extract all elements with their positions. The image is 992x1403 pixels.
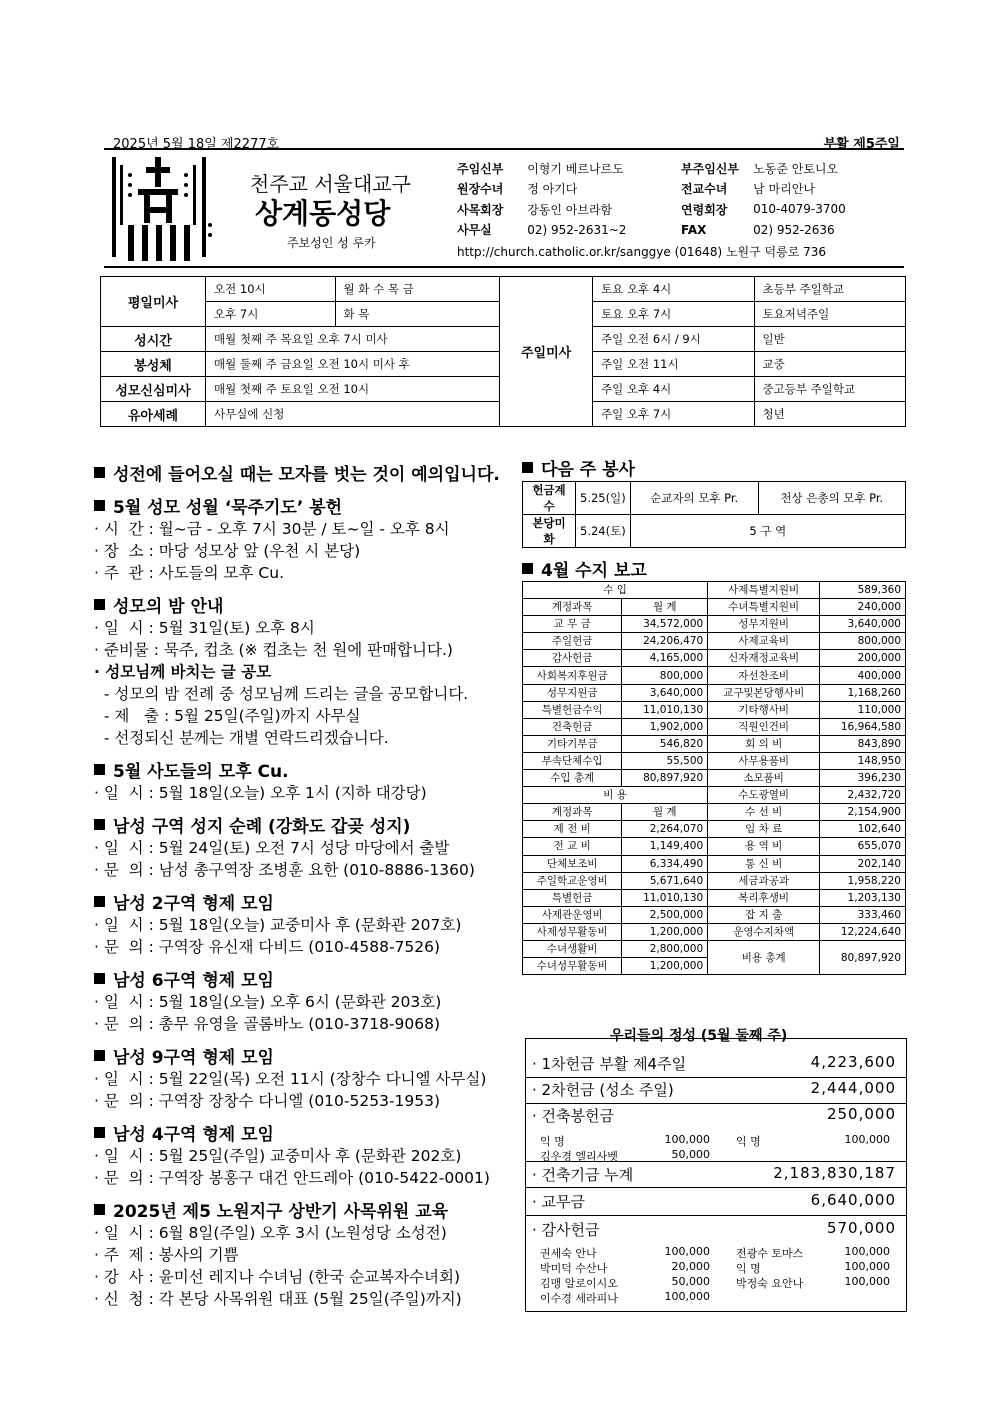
finance-cell: 통 신 비 xyxy=(708,855,820,872)
notice-line: · 문 의 : 남성 총구역장 조병훈 요한 (010-8886-1360) xyxy=(94,861,475,879)
finance-cell: 수 선 비 xyxy=(708,804,820,821)
notice-line: · 일 시 : 5월 18일(오늘) 교중미사 후 (문화관 207호) xyxy=(94,916,462,934)
offering-value: 2,183,830,187 xyxy=(773,1164,896,1182)
service-title xyxy=(522,455,635,480)
finance-cell: 1,149,400 xyxy=(622,838,708,855)
finance-cell: 교구및본당행사비 xyxy=(708,684,820,701)
mass-row-label: 봉성체 xyxy=(101,352,206,377)
notice-line: · 문 의 : 구역장 봉홍구 대건 안드레아 (010-5422-0001) xyxy=(94,1169,490,1187)
parish-url-address: http://church.catholic.or.kr/sanggye (01648) 노원구 덕릉로 736 xyxy=(457,245,827,259)
finance-cell: 계정과목 xyxy=(523,804,622,821)
finance-row xyxy=(523,718,906,735)
notice-title-text: 5월 성모 성월 ‘묵주기도’ 봉헌 xyxy=(113,498,343,518)
square-bullet-icon xyxy=(94,1050,105,1061)
notice-title-text: 2025년 제5 노원지구 상반기 사목위원 교육 xyxy=(113,1202,449,1222)
offering-item xyxy=(532,1164,896,1185)
finance-cell: 589,360 xyxy=(820,582,906,599)
finance-cell: 직원인건비 xyxy=(708,718,820,735)
offering-label: · 건축봉헌금 xyxy=(532,1107,614,1125)
sunday-time: 주일 오후 7시 xyxy=(593,402,754,427)
info-k2: 연령회장 xyxy=(681,202,728,217)
mass-row-text: 매월 첫째 주 목요일 오후 7시 미사 xyxy=(206,327,500,352)
finance-cell: 400,000 xyxy=(820,667,906,684)
finance-cell: 80,897,920 xyxy=(820,940,906,974)
donor-cell: 전광수 토마스 xyxy=(736,1247,804,1260)
finance-cell: 1,168,260 xyxy=(820,684,906,701)
donor-cell: 김맹 알로이시오 xyxy=(540,1277,618,1290)
notice-line: - 선정되신 분께는 개별 연락드리겠습니다. xyxy=(94,729,389,747)
finance-cell: 240,000 xyxy=(820,599,906,616)
parish-name: 상계동성당 xyxy=(255,197,391,230)
donor-cell: 100,000 xyxy=(664,1133,710,1146)
notice-title-text: 남성 구역 성지 순례 (강화도 갑곶 성지) xyxy=(113,817,411,837)
finance-cell: 333,460 xyxy=(820,906,906,923)
finance-row xyxy=(523,804,906,821)
service-team: 순교자의 모후 Pr. xyxy=(630,482,758,515)
finance-cell: 11,010,130 xyxy=(622,701,708,718)
finance-cell: 부속단체수입 xyxy=(523,752,622,769)
finance-row xyxy=(523,633,906,650)
finance-row xyxy=(523,752,906,769)
finance-cell: 성무지원금 xyxy=(523,684,622,701)
info-v1: 강동인 아브라함 xyxy=(527,202,613,217)
square-bullet-icon xyxy=(94,467,105,478)
mass-schedule-table xyxy=(100,276,906,427)
finance-cell: 55,500 xyxy=(622,752,708,769)
finance-row xyxy=(523,787,906,804)
square-bullet-icon xyxy=(94,599,105,610)
info-k1: 원장수녀 xyxy=(457,182,504,197)
finance-cell: 복리후생비 xyxy=(708,889,820,906)
mass-row-text: 매월 둘째 주 금요일 오전 10시 미사 후 xyxy=(206,352,500,377)
finance-cell: 2,500,000 xyxy=(622,906,708,923)
finance-cell: 546,820 xyxy=(622,735,708,752)
finance-row xyxy=(523,770,906,787)
finance-row xyxy=(523,906,906,923)
offering-item xyxy=(532,1079,896,1100)
header-bottom-rule xyxy=(104,266,904,268)
offering-value: 2,444,000 xyxy=(810,1079,896,1097)
service-label: 본당미화 xyxy=(523,515,576,548)
notice-title-text: 남성 6구역 형제 모임 xyxy=(113,971,274,991)
square-bullet-icon xyxy=(522,462,533,473)
mass-row-label: 유아세례 xyxy=(101,402,206,427)
notice-title xyxy=(88,460,508,485)
patron-saint: 주보성인 성 루카 xyxy=(287,236,376,250)
finance-cell: 교 무 금 xyxy=(523,616,622,633)
notice-title xyxy=(88,1043,508,1068)
sunday-time: 주일 오전 6시 / 9시 xyxy=(593,327,754,352)
sunday-group: 청년 xyxy=(754,402,905,427)
finance-cell: 월 계 xyxy=(622,599,708,616)
finance-cell: 비용 총계 xyxy=(708,940,820,974)
donor-cell: 박미덕 수산나 xyxy=(540,1262,608,1275)
finance-cell: 12,224,640 xyxy=(820,923,906,940)
offering-item xyxy=(532,1105,896,1126)
finance-cell: 2,264,070 xyxy=(622,821,708,838)
info-v2: 010-4079-3700 xyxy=(753,202,846,217)
finance-cell: 감사헌금 xyxy=(523,650,622,667)
finance-cell: 운영수지차액 xyxy=(708,923,820,940)
donor-cell: 익 명 xyxy=(736,1135,761,1148)
finance-cell: 2,800,000 xyxy=(622,940,708,957)
notice-title xyxy=(88,1197,508,1222)
offering-value: 250,000 xyxy=(826,1105,896,1123)
finance-cell: 800,000 xyxy=(820,633,906,650)
service-table xyxy=(522,481,906,548)
mass-row-text: 사무실에 신청 xyxy=(206,402,500,427)
sunday-mass-label: 주일미사 xyxy=(500,277,593,427)
square-bullet-icon xyxy=(94,819,105,830)
donor-row xyxy=(540,1148,896,1162)
finance-cell: 6,334,490 xyxy=(622,855,708,872)
finance-cell: 3,640,000 xyxy=(622,684,708,701)
finance-title xyxy=(522,556,647,581)
finance-cell: 임 차 료 xyxy=(708,821,820,838)
notice-line: · 일 시 : 5월 18일(오늘) 오후 6시 (문화관 203호) xyxy=(94,993,442,1011)
notice-line: · 문 의 : 구역장 유신재 다비드 (010-4588-7526) xyxy=(94,938,441,956)
donor-cell: 박정숙 요안나 xyxy=(736,1277,804,1290)
sunday-group: 중고등부 주일학교 xyxy=(754,377,905,402)
finance-cell: 기타기부금 xyxy=(523,735,622,752)
offering-label: · 감사헌금 xyxy=(532,1221,600,1239)
finance-cell: 주일학교운영비 xyxy=(523,872,622,889)
finance-cell: 회 의 비 xyxy=(708,735,820,752)
finance-cell: 소모품비 xyxy=(708,770,820,787)
square-bullet-icon xyxy=(94,1127,105,1138)
donor-cell: 100,000 xyxy=(844,1275,890,1288)
finance-cell: 800,000 xyxy=(622,667,708,684)
info-v2: 노동준 안토니오 xyxy=(753,161,839,176)
notice-title xyxy=(88,812,508,837)
finance-cell: 110,000 xyxy=(820,701,906,718)
notice-line: - 성모의 밤 전례 중 성모님께 드리는 글을 공모합니다. xyxy=(94,685,469,703)
offering-item xyxy=(532,1053,896,1074)
finance-cell: 계정과목 xyxy=(523,599,622,616)
finance-cell: 3,640,000 xyxy=(820,616,906,633)
donor-cell: 권세숙 안나 xyxy=(540,1247,597,1260)
finance-cell: 건축헌금 xyxy=(523,718,622,735)
info-v1: 이형기 베르나르도 xyxy=(527,161,624,176)
notice-title-text: 남성 2구역 형제 모임 xyxy=(113,894,274,914)
donor-row xyxy=(540,1290,896,1304)
finance-cell: 396,230 xyxy=(820,770,906,787)
finance-row xyxy=(523,701,906,718)
notice-line: · 일 시 : 5월 24일(토) 오전 7시 성당 마당에서 출발 xyxy=(94,839,450,857)
diocese-name: 천주교 서울대교구 xyxy=(250,172,411,196)
donor-cell: 20,000 xyxy=(671,1260,710,1273)
square-bullet-icon xyxy=(94,764,105,775)
donor-cell: 김우경 엘리사벳 xyxy=(540,1150,618,1163)
finance-row xyxy=(523,872,906,889)
finance-cell: 1,902,000 xyxy=(622,718,708,735)
info-k1: 주임신부 xyxy=(457,161,504,176)
finance-row xyxy=(523,667,906,684)
finance-cell: 5,671,640 xyxy=(622,872,708,889)
donor-cell: 익 명 xyxy=(736,1262,761,1275)
header-rule xyxy=(104,148,904,150)
finance-cell: 사회복지후원금 xyxy=(523,667,622,684)
notice-line: · 준비물 : 묵주, 컵초 (※ 컵초는 천 원에 판매합니다.) xyxy=(94,641,453,659)
sunday-time: 주일 오전 11시 xyxy=(593,352,754,377)
offering-item xyxy=(532,1191,896,1212)
finance-cell: 월 계 xyxy=(622,804,708,821)
offering-label: · 교무금 xyxy=(532,1193,586,1211)
offering-value: 6,640,000 xyxy=(810,1191,896,1209)
donor-cell: 100,000 xyxy=(844,1133,890,1146)
finance-row xyxy=(523,838,906,855)
finance-cell: 수도광열비 xyxy=(708,787,820,804)
finance-cell: 1,203,130 xyxy=(820,889,906,906)
notice-title xyxy=(88,889,508,914)
info-v2: 남 마리안나 xyxy=(753,182,815,197)
weekday-time: 오전 10시 xyxy=(206,277,336,302)
donor-cell: 100,000 xyxy=(664,1245,710,1258)
donor-row xyxy=(540,1245,896,1259)
finance-row xyxy=(523,855,906,872)
finance-cell: 16,964,580 xyxy=(820,718,906,735)
offering-box xyxy=(525,1038,907,1312)
finance-title-text: 4월 수지 보고 xyxy=(541,561,647,581)
donor-cell: 100,000 xyxy=(664,1290,710,1303)
finance-row xyxy=(523,599,906,616)
info-row xyxy=(457,220,907,241)
finance-cell: 전 교 비 xyxy=(523,838,622,855)
finance-row xyxy=(523,582,906,599)
square-bullet-icon xyxy=(94,973,105,984)
notice-title xyxy=(88,757,508,782)
info-row xyxy=(457,158,907,179)
finance-cell: 특별헌금 xyxy=(523,889,622,906)
notice-title-text: 성전에 들어오실 때는 모자를 벗는 것이 예의입니다. xyxy=(113,465,500,485)
finance-cell: 제 전 비 xyxy=(523,821,622,838)
weekday-days: 월 화 수 목 금 xyxy=(335,277,500,302)
weekday-time: 오후 7시 xyxy=(206,302,336,327)
finance-cell: 잡 지 출 xyxy=(708,906,820,923)
finance-cell: 4,165,000 xyxy=(622,650,708,667)
notice-title-text: 남성 9구역 형제 모임 xyxy=(113,1048,274,1068)
finance-cell: 843,890 xyxy=(820,735,906,752)
finance-cell: 24,206,470 xyxy=(622,633,708,650)
notice-line: · 신 청 : 각 본당 사목위원 대표 (5월 25일(주일)까지) xyxy=(94,1290,462,1308)
finance-cell: 비 용 xyxy=(523,787,708,804)
notice-line: · 일 시 : 5월 18일(오늘) 오후 1시 (지하 대강당) xyxy=(94,784,427,802)
finance-cell: 수녀성무활동비 xyxy=(523,958,622,975)
notice-line: · 강 사 : 윤미선 레지나 수녀님 (한국 순교복자수녀회) xyxy=(94,1268,461,1286)
finance-cell: 수녀특별지원비 xyxy=(708,599,820,616)
notice-line: · 시 간 : 월~금 - 오후 7시 30분 / 토~일 - 오후 8시 xyxy=(94,520,450,538)
sunday-group: 교중 xyxy=(754,352,905,377)
donor-row xyxy=(540,1275,896,1289)
finance-cell: 1,200,000 xyxy=(622,958,708,975)
finance-cell: 단체보조비 xyxy=(523,855,622,872)
mass-row-text: 매월 첫째 주 토요일 오전 10시 xyxy=(206,377,500,402)
donor-row xyxy=(540,1133,896,1147)
notice-line: · 성모님께 바치는 글 공모 xyxy=(94,663,272,681)
service-team: 천상 은총의 모후 Pr. xyxy=(758,482,905,515)
finance-row xyxy=(523,821,906,838)
offering-label: · 건축기금 누계 xyxy=(532,1166,634,1184)
sunday-time: 토요 오후 4시 xyxy=(593,277,754,302)
notice-line: · 일 시 : 6월 8일(주일) 오후 3시 (노원성당 소성전) xyxy=(94,1224,447,1242)
finance-cell: 2,154,900 xyxy=(820,804,906,821)
finance-cell: 수입 총계 xyxy=(523,770,622,787)
notice-line: · 주 제 : 봉사의 기쁨 xyxy=(94,1246,239,1264)
finance-cell: 1,200,000 xyxy=(622,923,708,940)
finance-cell: 사제특별지원비 xyxy=(708,582,820,599)
finance-cell: 34,572,000 xyxy=(622,616,708,633)
finance-cell: 기타행사비 xyxy=(708,701,820,718)
square-bullet-icon xyxy=(94,500,105,511)
mass-row-label: 성모신심미사 xyxy=(101,377,206,402)
info-row xyxy=(457,179,907,200)
info-k2: 전교수녀 xyxy=(681,182,728,197)
notice-line: · 일 시 : 5월 31일(토) 오후 8시 xyxy=(94,619,315,637)
service-title-text: 다음 주 봉사 xyxy=(541,460,635,480)
finance-cell: 200,000 xyxy=(820,650,906,667)
notice-line: · 일 시 : 5월 22일(목) 오전 11시 (장창수 다니엘 사무실) xyxy=(94,1070,487,1088)
notice-title xyxy=(88,966,508,991)
finance-cell: 사제관운영비 xyxy=(523,906,622,923)
notice-title-text: 5월 사도들의 모후 Cu. xyxy=(113,762,289,782)
mass-row-label: 성시간 xyxy=(101,327,206,352)
finance-cell: 수녀생활비 xyxy=(523,940,622,957)
weekday-mass-label: 평일미사 xyxy=(101,277,206,327)
offering-label: · 2차헌금 (성소 주일) xyxy=(532,1081,674,1099)
finance-cell: 성무지원비 xyxy=(708,616,820,633)
finance-row xyxy=(523,684,906,701)
finance-cell: 사무용품비 xyxy=(708,752,820,769)
finance-cell: 102,640 xyxy=(820,821,906,838)
liturgical-week: 부활 제5주일 xyxy=(823,137,900,152)
finance-row xyxy=(523,650,906,667)
info-k1: 사목회장 xyxy=(457,202,504,217)
finance-row xyxy=(523,735,906,752)
church-logo-icon xyxy=(108,155,214,263)
notice-line: · 장 소 : 마당 성모상 앞 (우천 시 본당) xyxy=(94,542,361,560)
finance-cell: 사제교육비 xyxy=(708,633,820,650)
finance-cell: 148,950 xyxy=(820,752,906,769)
square-bullet-icon xyxy=(94,896,105,907)
offering-label: · 1차헌금 부활 제4주일 xyxy=(532,1055,687,1073)
donor-cell: 익 명 xyxy=(540,1135,565,1148)
donor-cell: 이수경 세라피나 xyxy=(540,1292,618,1305)
offering-title: 우리들의 정성 (5월 둘째 주) xyxy=(610,1028,788,1044)
offering-item xyxy=(532,1219,896,1240)
info-v2: 02) 952-2636 xyxy=(753,222,835,237)
issue-date: 2025년 5월 18일 제2277호 xyxy=(113,137,280,152)
parish-info xyxy=(457,158,907,260)
offering-value: 570,000 xyxy=(826,1219,896,1237)
offering-divider xyxy=(526,1103,906,1104)
finance-row xyxy=(523,889,906,906)
notice-title xyxy=(88,592,508,617)
donor-cell: 50,000 xyxy=(671,1148,710,1161)
service-team: 5 구 역 xyxy=(630,515,905,548)
offering-value: 4,223,600 xyxy=(810,1053,896,1071)
finance-table xyxy=(522,581,906,975)
offering-divider xyxy=(526,1187,906,1188)
finance-cell: 세금과공과 xyxy=(708,872,820,889)
donor-row xyxy=(540,1260,896,1274)
service-date: 5.25(일) xyxy=(576,482,631,515)
notice-line: · 문 의 : 구역장 장창수 다니엘 (010-5253-1953) xyxy=(94,1092,441,1110)
finance-cell: 202,140 xyxy=(820,855,906,872)
finance-cell: 11,010,130 xyxy=(622,889,708,906)
finance-row xyxy=(523,923,906,940)
donor-cell: 100,000 xyxy=(844,1245,890,1258)
donor-cell: 50,000 xyxy=(671,1275,710,1288)
notice-title xyxy=(88,1120,508,1145)
weekday-days: 화 목 xyxy=(335,302,500,327)
sunday-group: 토요저녁주일 xyxy=(754,302,905,327)
notice-line: - 제 출 : 5월 25일(주일)까지 사무실 xyxy=(94,707,361,725)
offering-divider xyxy=(526,1077,906,1078)
finance-cell: 수 입 xyxy=(523,582,708,599)
square-bullet-icon xyxy=(94,1204,105,1215)
notice-line: · 주 관 : 사도들의 모후 Cu. xyxy=(94,564,284,582)
finance-cell: 신자재정교육비 xyxy=(708,650,820,667)
info-k2: 부주임신부 xyxy=(681,161,739,176)
offering-divider xyxy=(526,1215,906,1216)
finance-cell: 자선찬조비 xyxy=(708,667,820,684)
sunday-group: 초등부 주일학교 xyxy=(754,277,905,302)
finance-cell: 2,432,720 xyxy=(820,787,906,804)
service-label: 헌금계수 xyxy=(523,482,576,515)
notice-title xyxy=(88,493,508,518)
finance-cell: 80,897,920 xyxy=(622,770,708,787)
info-v1: 정 아기다 xyxy=(527,182,578,197)
info-row xyxy=(457,199,907,220)
donor-cell: 100,000 xyxy=(844,1260,890,1273)
notices-column xyxy=(88,452,508,1310)
finance-cell: 사제성무활동비 xyxy=(523,923,622,940)
sunday-time: 주일 오후 4시 xyxy=(593,377,754,402)
finance-row xyxy=(523,616,906,633)
finance-cell: 주일헌금 xyxy=(523,633,622,650)
finance-cell: 655,070 xyxy=(820,838,906,855)
notice-title-text: 성모의 밤 안내 xyxy=(113,597,224,617)
notice-line: · 일 시 : 5월 25일(주일) 교중미사 후 (문화관 202호) xyxy=(94,1147,462,1165)
notice-title-text: 남성 4구역 형제 모임 xyxy=(113,1125,274,1145)
finance-cell: 용 역 비 xyxy=(708,838,820,855)
finance-cell: 1,958,220 xyxy=(820,872,906,889)
service-date: 5.24(토) xyxy=(576,515,631,548)
sunday-time: 토요 오후 7시 xyxy=(593,302,754,327)
info-k1: 사무실 xyxy=(457,223,492,238)
finance-cell: 특별헌금수익 xyxy=(523,701,622,718)
square-bullet-icon xyxy=(522,563,533,574)
notice-line: · 문 의 : 총무 유영을 골롬바노 (010-3718-9068) xyxy=(94,1015,441,1033)
info-v1: 02) 952-2631~2 xyxy=(527,222,627,237)
sunday-group: 일반 xyxy=(754,327,905,352)
info-k2: FAX xyxy=(681,222,707,237)
finance-row xyxy=(523,940,906,957)
